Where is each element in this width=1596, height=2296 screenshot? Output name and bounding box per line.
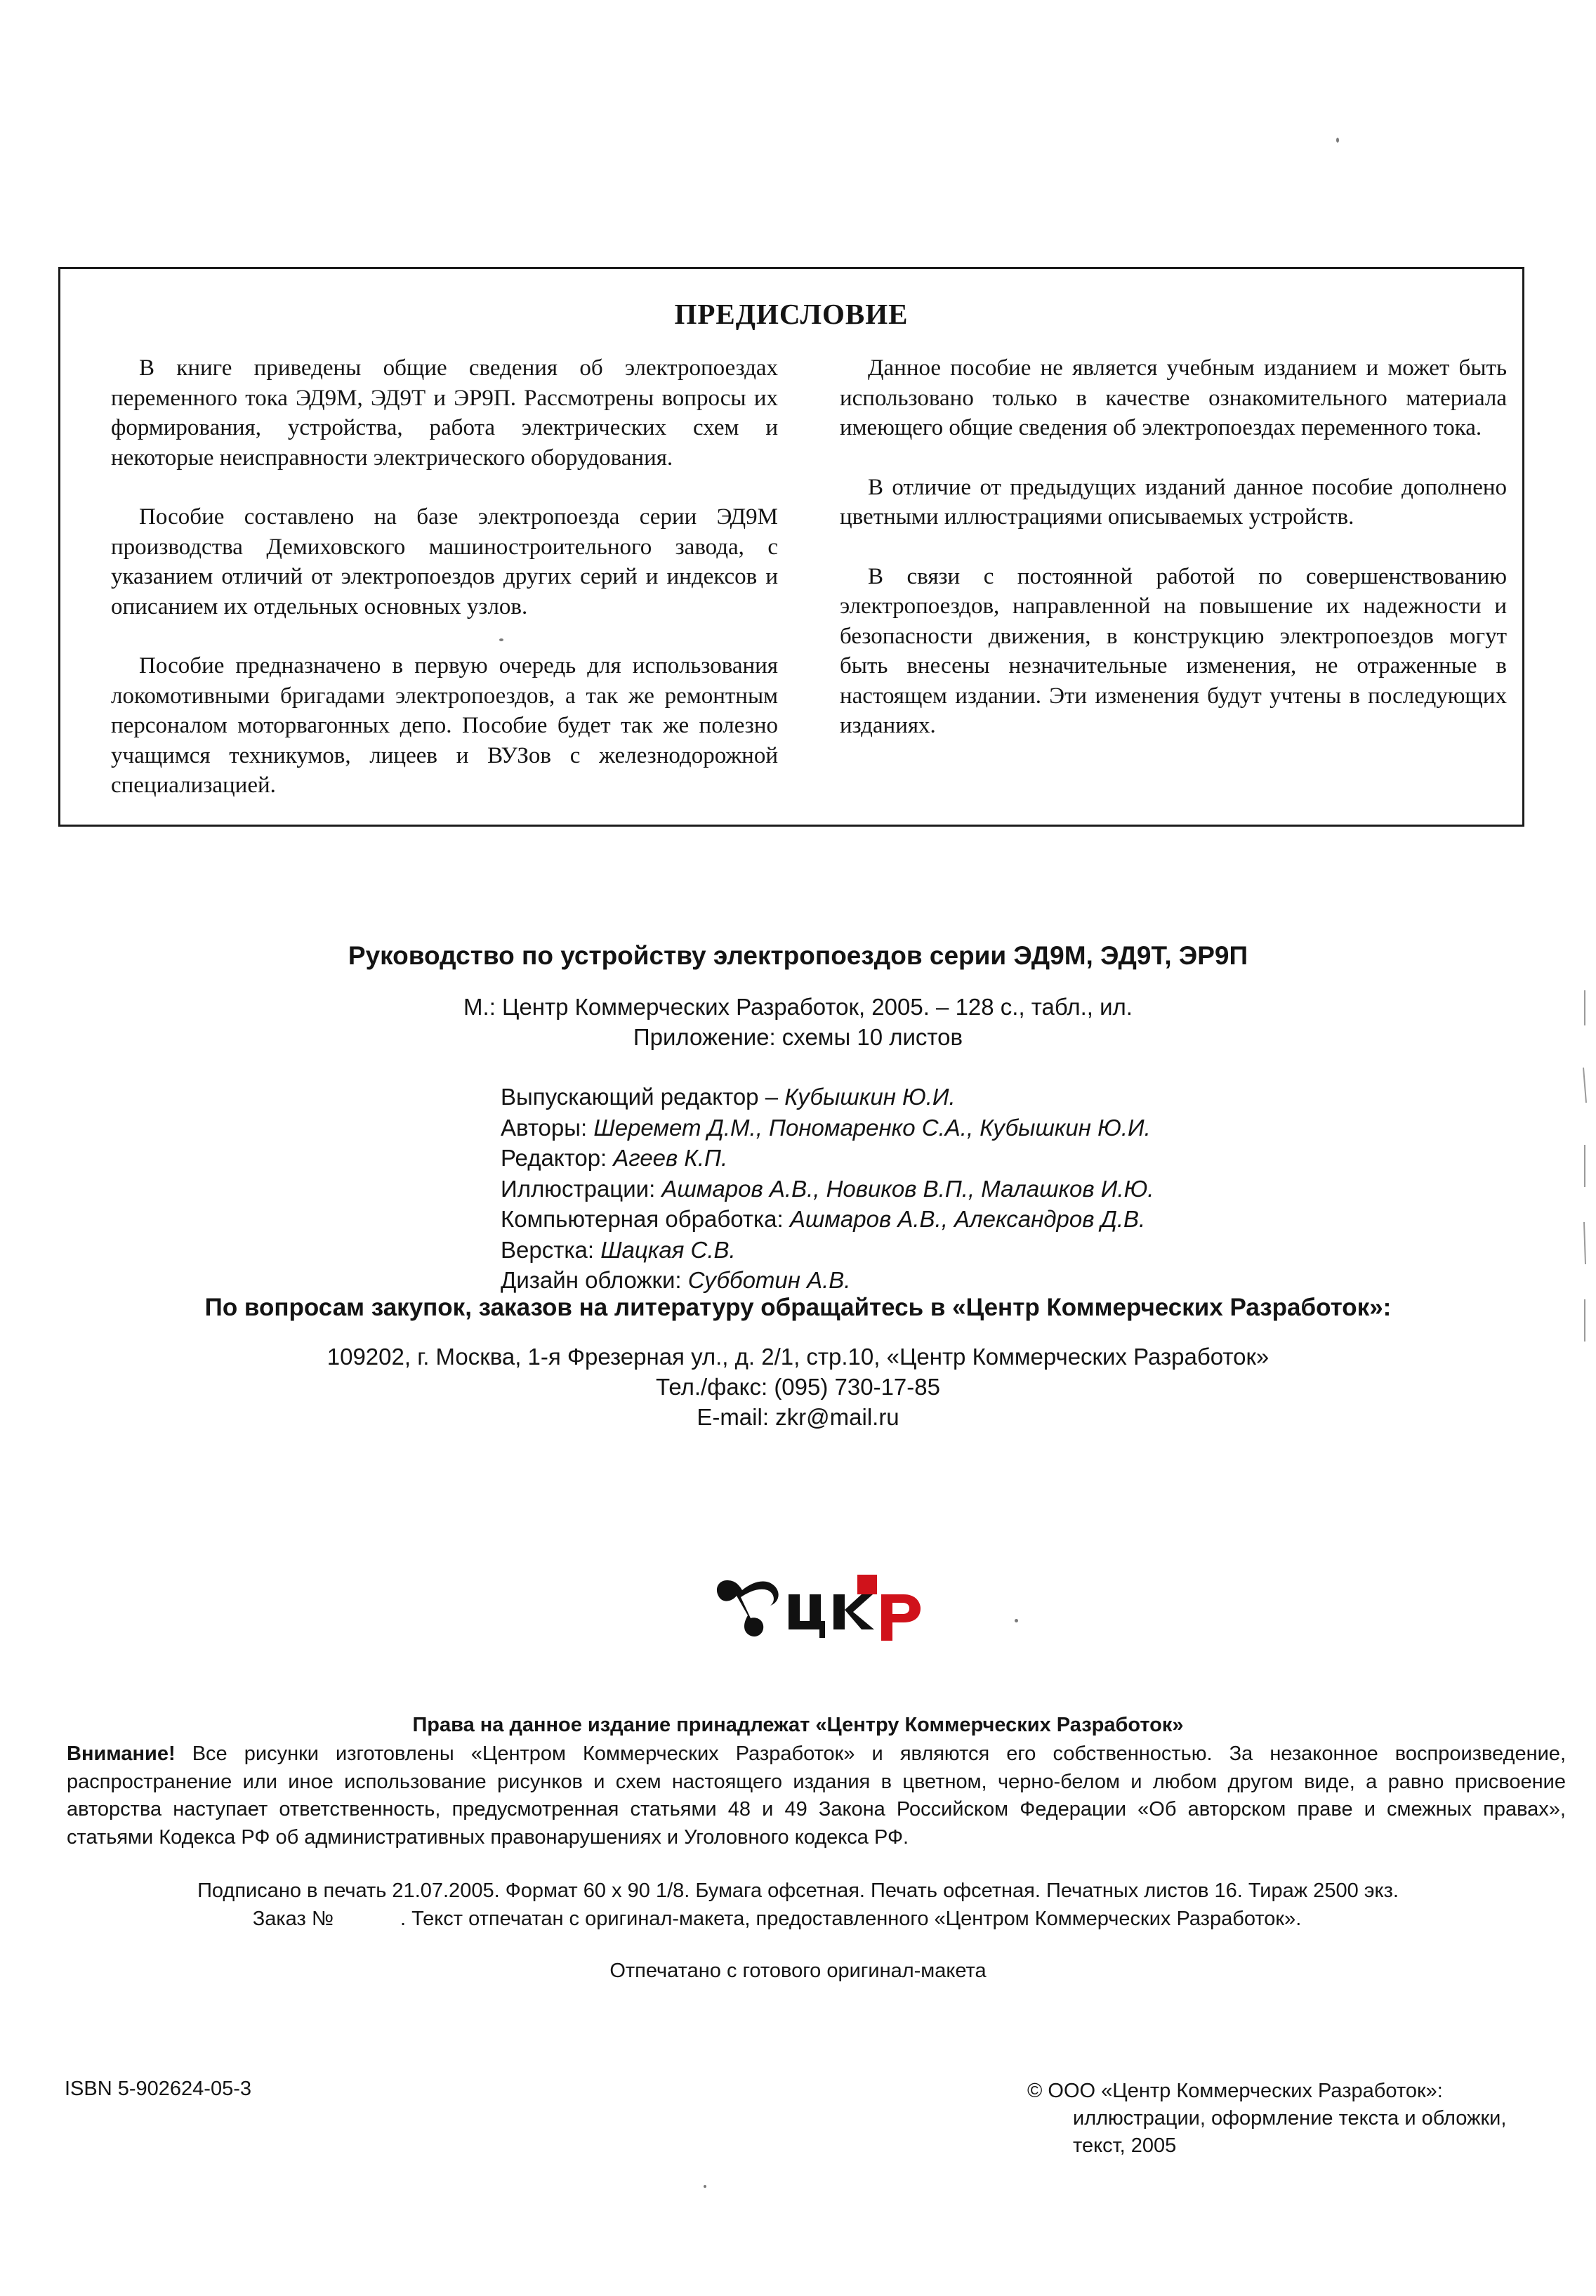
scan-speck — [704, 2185, 706, 2188]
contact-heading: По вопросам закупок, заказов на литературу обращайтесь в «Центр Коммерческих Разработок»: — [204, 1294, 1392, 1321]
notice-text: Все рисунки изготовлены «Центром Коммерческих Разработок» и являются его собственностью. За незаконное воспроизведение, распространение или иное использование рисунков и схем настоящего издания в цветном, черно-белом и любом другом виде, а равно присвоение авторства наступает ответственность, предусмотренная статьями 48 и 49 Закона Российском Федерации «Об авторском праве и смежных правах», статьями Кодекса РФ об административных правонарушениях и Уголовного кодекса РФ. — [67, 1743, 1566, 1849]
rights-heading: Права на данное издание принадлежат «Центру Коммерческих Разработок» — [412, 1714, 1184, 1736]
foreword-paragraph: Пособие составлено на базе электропоезда серии ЭД9М производства Демиховского машиностроительного завода, с указанием отличий от электропоездов других серий и индексов и описанием их отдельных основных узлов. — [111, 504, 778, 619]
credit-line — [501, 1143, 1154, 1174]
credit-names: Агеев К.П. — [613, 1145, 728, 1171]
credit-names: Ашмаров А.В., Александров Д.В. — [789, 1206, 1146, 1232]
foreword-paragraph: Данное пособие не является учебным изданием и может быть использовано только в качестве ознакомительного материала имеющего общие сведения об электропоездах переменного тока. — [840, 355, 1507, 440]
foreword-paragraph: В книге приведены общие сведения об электропоездах переменного тока ЭД9М, ЭД9Т и ЭР9П. Рассмотрены вопросы их формирования, устройства, работа электрических схем и некоторые неисправности электрического оборудования. — [111, 355, 778, 471]
credit-line — [501, 1082, 1154, 1113]
foreword-paragraph: В связи с постоянной работой по совершенствованию электропоездов, направленной на повышение их надежности и безопасности движения, в конструкцию электропоездов могут быть внесены незначительные изменения, не отраженные в настоящем издании. Эти изменения будут учтены в последующих изданиях. — [840, 563, 1507, 738]
credits-list — [501, 1082, 1154, 1296]
credit-line — [501, 1235, 1154, 1266]
contact-email: E-mail: zkr@mail.ru — [697, 1404, 899, 1430]
order-label: Заказ № — [252, 1908, 334, 1930]
book-title: Руководство по устройству электропоездов серии ЭД9М, ЭД9Т, ЭР9П — [348, 941, 1248, 970]
imprint — [0, 992, 1596, 1052]
printed-from-layout: Отпечатано с готового оригинал-макета — [609, 1960, 987, 1982]
appendix-line: Приложение: схемы 10 листов — [633, 1024, 963, 1050]
isbn: ISBN 5-902624-05-3 — [65, 2078, 251, 2100]
contact-phone: Тел./факс: (095) 730-17-85 — [656, 1374, 940, 1400]
credit-line — [501, 1265, 1154, 1296]
foreword-paragraph: Пособие предназначено в первую очередь для использования локомотивными бригадами электропоездов, а так же ремонтным персоналом моторвагонных депо. Пособие будет так же полезно учащимся техникумов, лицеев и ВУЗов с железнодорожной специализацией. — [111, 653, 778, 798]
copyright-line-2: иллюстрации, оформление текста и обложки, — [1073, 2107, 1507, 2130]
foreword-title: ПРЕДИСЛОВИЕ — [674, 298, 909, 330]
credit-line — [501, 1204, 1154, 1235]
credit-role: Авторы: — [501, 1114, 594, 1141]
foreword-right-column — [840, 353, 1507, 770]
credit-names: Субботин А.В. — [687, 1267, 851, 1293]
print-line-1: Подписано в печать 21.07.2005. Формат 60 x 90 1/8. Бумага офсетная. Печать офсетная. Печатных листов 16. Тираж 2500 экз. — [197, 1880, 1399, 1902]
credit-role: Верстка: — [501, 1236, 601, 1263]
credit-role: Выпускающий редактор – — [501, 1084, 785, 1110]
scan-speck — [1015, 1619, 1018, 1622]
credit-names: Ашмаров А.В., Новиков В.П., Малашков И.Ю. — [661, 1175, 1154, 1202]
contact-info — [0, 1341, 1596, 1432]
credit-names: Кубышкин Ю.И. — [784, 1084, 956, 1110]
copyright-line-3: текст, 2005 — [1073, 2134, 1177, 2157]
credit-role: Дизайн обложки: — [501, 1267, 688, 1293]
credit-names: Шеремет Д.М., Пономаренко С.А., Кубышкин Ю.И. — [593, 1114, 1151, 1141]
credit-line — [501, 1113, 1154, 1143]
contact-address: 109202, г. Москва, 1-я Фрезерная ул., д. 2/1, стр.10, «Центр Коммерческих Разработок» — [327, 1344, 1269, 1370]
foreword-left-column — [111, 353, 778, 830]
print-line-2 — [0, 1905, 1596, 1933]
copyright-notice — [67, 1740, 1566, 1851]
notice-label: Внимание! — [67, 1743, 176, 1765]
publisher-logo — [713, 1566, 923, 1644]
foreword-box — [58, 267, 1524, 827]
copyright-block — [1027, 2078, 1575, 2160]
order-text: . Текст отпечатан с оригинал-макета, предоставленного «Центром Коммерческих Разработок». — [400, 1908, 1302, 1930]
scan-edge-marks — [1576, 983, 1593, 1349]
logo-emblem-icon — [717, 1580, 779, 1636]
credit-names: Шацкая С.В. — [600, 1236, 736, 1263]
foreword-paragraph: В отличие от предыдущих изданий данное пособие дополнено цветными иллюстрациями описываемых устройств. — [840, 474, 1507, 530]
scan-speck — [1336, 138, 1339, 143]
credit-role: Иллюстрации: — [501, 1175, 662, 1202]
imprint-line: М.: Центр Коммерческих Разработок, 2005. – 128 с., табл., ил. — [463, 994, 1133, 1020]
print-info — [0, 1877, 1596, 1933]
credit-role: Редактор: — [501, 1145, 614, 1171]
credit-line — [501, 1174, 1154, 1205]
credit-role: Компьютерная обработка: — [501, 1206, 790, 1232]
scan-speck — [499, 638, 503, 641]
copyright-line-1: © ООО «Центр Коммерческих Разработок»: — [1027, 2080, 1443, 2102]
